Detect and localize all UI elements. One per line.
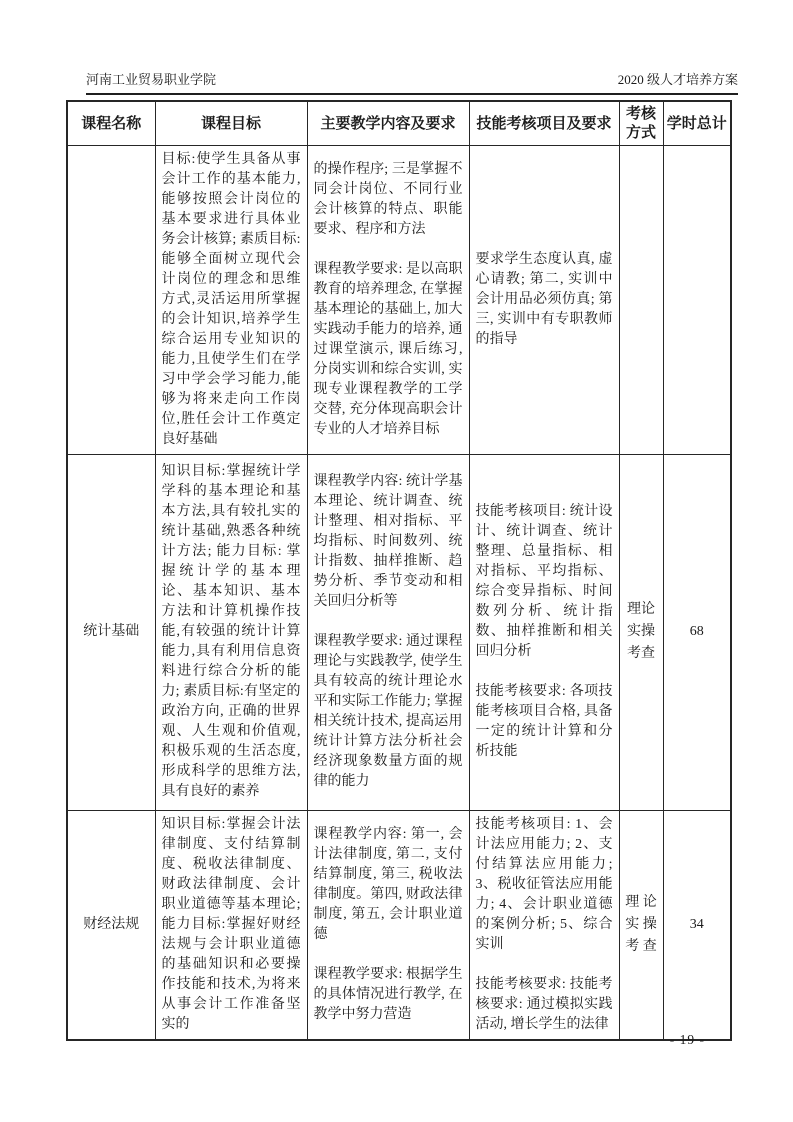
header-assessment-method: 考核方式 bbox=[619, 101, 663, 145]
header-course-objectives: 课程目标 bbox=[155, 101, 307, 145]
objectives-cell bbox=[155, 810, 307, 1040]
school-name: 河南工业贸易职业学院 bbox=[86, 72, 217, 87]
objectives-cell bbox=[155, 454, 307, 810]
assessment-method-cell bbox=[619, 810, 663, 1040]
total-hours-cell: 34 bbox=[663, 810, 731, 1040]
total-hours-cell: 68 bbox=[663, 454, 731, 810]
skill-assessment-items-paragraph: 技能考核项目: 统计设计、统计调查、统计整理、总量指标、相对指标、平均指标、综合变异指标、时间数列分析、统计指数、抽样推断和相关回归分析 bbox=[475, 504, 613, 659]
teaching-content-cell bbox=[307, 810, 469, 1040]
teaching-content-paragraph: 课程教学内容: 统计学基本理论、统计调查、统计整理、相对指标、平均指标、时间数列、统计指数、抽样推断、趋势分析、季节变动和相关回归分析等 bbox=[313, 474, 463, 609]
assessment-method-cell bbox=[619, 454, 663, 810]
objectives-paragraph: 目标:使学生具备从事会计工作的基本能力,能够按照会计岗位的基本要求进行具体业务会计核算; 素质目标:能够全面树立现代会计岗位的理念和思维方式,灵活运用所掌握的会计知识,培养学生综合运用专业知识的能力,且使学生们在学习中学会学习能力,能够为将来走向工作岗位,胜任会计工作奠定良好基础 bbox=[161, 151, 301, 447]
teaching-content-paragraph: 课程教学内容: 第一, 会计法律制度, 第二, 支付结算制度, 第三, 税收法律制度。第四, 财政法律制度, 第五, 会计职业道德 bbox=[313, 826, 463, 942]
method-line: 理论 bbox=[627, 602, 655, 617]
curriculum-table bbox=[66, 100, 732, 1041]
teaching-requirements-paragraph: 课程教学要求: 通过课程理论与实践教学, 使学生具有较高的统计理论水平和实际工作能力; 掌握相关统计技术, 提高运用统计计算方法分析社会经济现象数量方面的规律的能力 bbox=[313, 634, 463, 789]
method-line: 实操 bbox=[627, 624, 655, 639]
table-header-row bbox=[67, 101, 731, 145]
objectives-cell bbox=[155, 145, 307, 454]
skill-assessment-paragraph: 要求学生态度认真, 虚心请教; 第二, 实训中会计用品必须仿真; 第三, 实训中有专职教师的指导 bbox=[475, 251, 613, 347]
skill-assessment-cell bbox=[469, 810, 619, 1040]
total-hours-cell bbox=[663, 145, 731, 454]
page-number: - 19 - bbox=[669, 1032, 705, 1047]
objectives-paragraph: 知识目标:掌握会计法律制度、支付结算制度、税收法律制度、财政法律制度、会计职业道德等基本理论; 能力目标:掌握好财经法规与会计职业道德的基础知识和必要操作技能和技术,为将来从事会计工作准备坚实的 bbox=[161, 816, 301, 1032]
objectives-paragraph: 知识目标:掌握统计学学科的基本理论和基本方法,具有较扎实的统计基础,熟悉各种统计方法; 能力目标: 掌握统计学的基本理论、基本知识、基本方法和计算机操作技能,有较强的统计计算能力,具有利用信息资料进行综合分析的能力; 素质目标:有坚定的政治方向, 正确的世界观、人生观和价值观,积极乐观的生活态度,形成科学的思维方法,具有良好的素养 bbox=[161, 464, 301, 799]
teaching-content-cell bbox=[307, 454, 469, 810]
method-line: 考 查 bbox=[625, 938, 657, 954]
table-row bbox=[67, 454, 731, 810]
header-teaching-content: 主要教学内容及要求 bbox=[307, 101, 469, 145]
teaching-requirements-paragraph: 课程教学要求: 根据学生的具体情况进行教学, 在教学中努力营造 bbox=[313, 966, 463, 1022]
skill-assessment-cell bbox=[469, 454, 619, 810]
header-course-name: 课程名称 bbox=[67, 101, 155, 145]
teaching-content-paragraph: 的操作程序; 三是掌握不同会计岗位、不同行业会计核算的特点、职能要求、程序和方法 bbox=[313, 161, 463, 237]
method-line: 理 论 bbox=[625, 894, 657, 910]
skill-assessment-items-paragraph: 技能考核项目: 1、会计法应用能力; 2、支付结算法应用能力; 3、税收征管法应用能力; 4、会计职业道德的案例分析; 5、综合实训 bbox=[475, 816, 613, 952]
header-total-hours: 学时总计 bbox=[663, 101, 731, 145]
program-title: 2020 级人才培养方案 bbox=[617, 72, 738, 87]
course-name-cell bbox=[67, 145, 155, 454]
skill-assessment-requirements-paragraph: 技能考核要求: 各项技能考核项目合格, 具备一定的统计计算和分析技能 bbox=[475, 684, 613, 759]
table-row bbox=[67, 810, 731, 1040]
method-line: 考查 bbox=[627, 646, 655, 661]
running-header bbox=[86, 72, 738, 95]
header-skill-assessment: 技能考核项目及要求 bbox=[469, 101, 619, 145]
table-row bbox=[67, 145, 731, 454]
skill-assessment-requirements-paragraph: 技能考核要求: 技能考核要求: 通过模拟实践活动, 增长学生的法律 bbox=[475, 976, 613, 1032]
teaching-requirements-paragraph: 课程教学要求: 是以高职教育的培养理念, 在掌握基本理论的基础上, 加大实践动手能力的培养, 通过课堂演示, 课后练习, 分岗实训和综合实训, 实现专业课程教学的工学交替, 充分体现高职会计专业的人才培养目标 bbox=[313, 261, 463, 437]
course-name-cell: 统计基础 bbox=[67, 454, 155, 810]
skill-assessment-cell bbox=[469, 145, 619, 454]
course-name-cell: 财经法规 bbox=[67, 810, 155, 1040]
teaching-content-cell bbox=[307, 145, 469, 454]
assessment-method-cell bbox=[619, 145, 663, 454]
method-line: 实 操 bbox=[625, 916, 657, 932]
